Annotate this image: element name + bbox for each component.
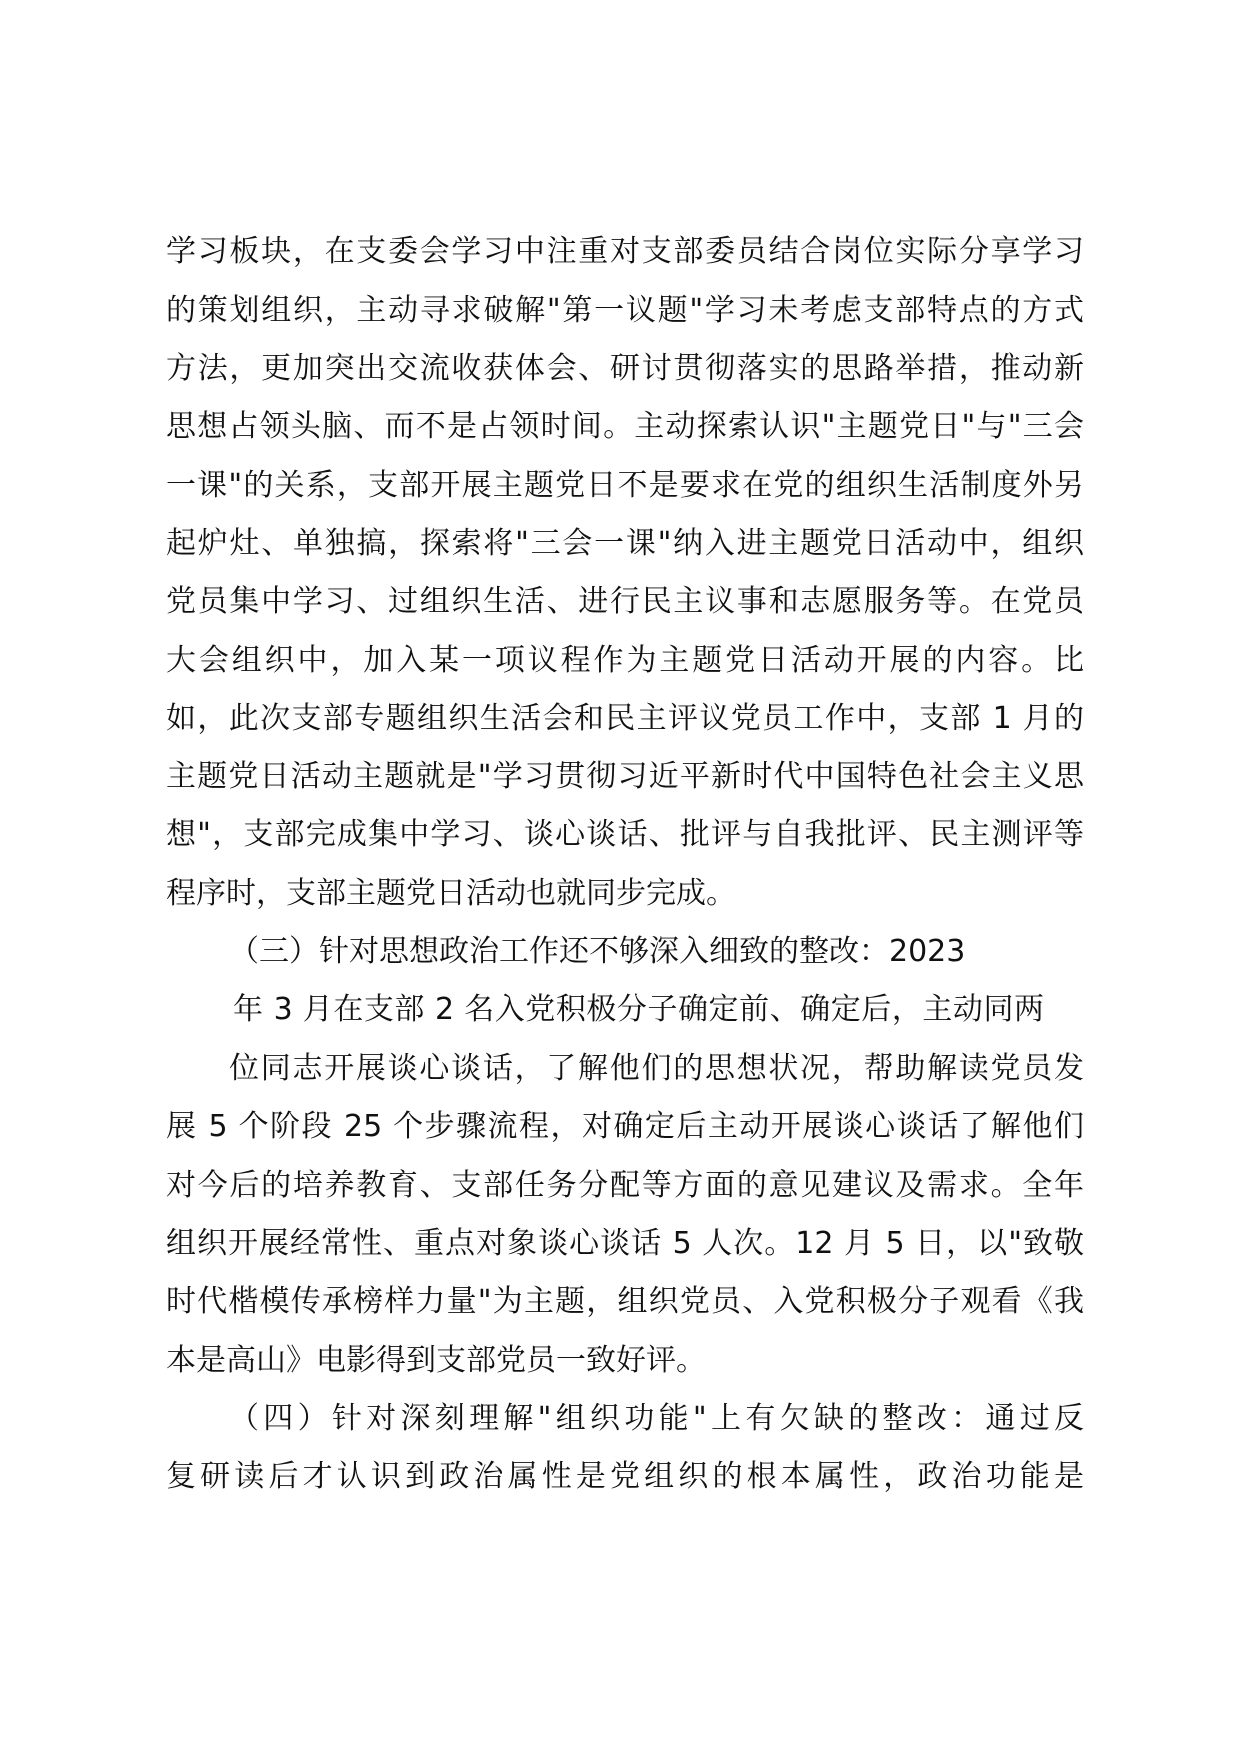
- text-line: 组织开展经常性、重点对象谈心谈话 5 人次。12 月 5 日，以"致敬: [166, 1226, 1084, 1261]
- text-line: 展 5 个阶段 25 个步骤流程，对确定后主动开展谈心谈话了解他们: [166, 1109, 1084, 1144]
- text-line: 想"，支部完成集中学习、谈心谈话、批评与自我批评、民主测评等: [166, 817, 1084, 852]
- text-line: 如，此次支部专题组织生活会和民主评议党员工作中，支部 1 月的: [166, 701, 1084, 736]
- text-line: 主题党日活动主题就是"学习贯彻习近平新时代中国特色社会主义思: [166, 759, 1084, 794]
- text-line: 对今后的培养教育、支部任务分配等方面的意见建议及需求。全年: [166, 1168, 1084, 1203]
- text-line: 的策划组织，主动寻求破解"第一议题"学习未考虑支部特点的方式: [166, 293, 1084, 328]
- text-line: 程序时，支部主题党日活动也就同步完成。: [166, 876, 736, 911]
- text-line: 学习板块，在支委会学习中注重对支部委员结合岗位实际分享学习: [166, 234, 1084, 269]
- text-line: 本是高山》电影得到支部党员一致好评。: [166, 1343, 706, 1378]
- text-line: 方法，更加突出交流收获体会、研讨贯彻落实的思路举措，推动新: [166, 351, 1084, 386]
- text-line: 大会组织中，加入某一项议程作为主题党日活动开展的内容。比: [166, 643, 1084, 678]
- text-line: 思想占领头脑、而不是占领时间。主动探索认识"主题党日"与"三会: [166, 409, 1084, 444]
- section-heading-three: （三）针对思想政治工作还不够深入细致的整改：2023: [229, 934, 966, 969]
- text-line: 位同志开展谈心谈话，了解他们的思想状况，帮助解读党员发: [229, 1051, 1084, 1086]
- text-line: 时代楷模传承榜样力量"为主题，组织党员、入党积极分子观看《我: [166, 1284, 1084, 1319]
- text-line: 党员集中学习、过组织生活、进行民主议事和志愿服务等。在党员: [166, 584, 1084, 619]
- text-line: 起炉灶、单独搞，探索将"三会一课"纳入进主题党日活动中，组织: [166, 526, 1084, 561]
- text-line: 一课"的关系，支部开展主题党日不是要求在党的组织生活制度外另: [166, 468, 1084, 503]
- text-line: 年 3 月在支部 2 名入党积极分子确定前、确定后，主动同两: [233, 992, 1044, 1027]
- text-line: 复研读后才认识到政治属性是党组织的根本属性，政治功能是: [166, 1459, 1084, 1494]
- section-heading-four: （四）针对深刻理解"组织功能"上有欠缺的整改：通过反: [229, 1401, 1084, 1436]
